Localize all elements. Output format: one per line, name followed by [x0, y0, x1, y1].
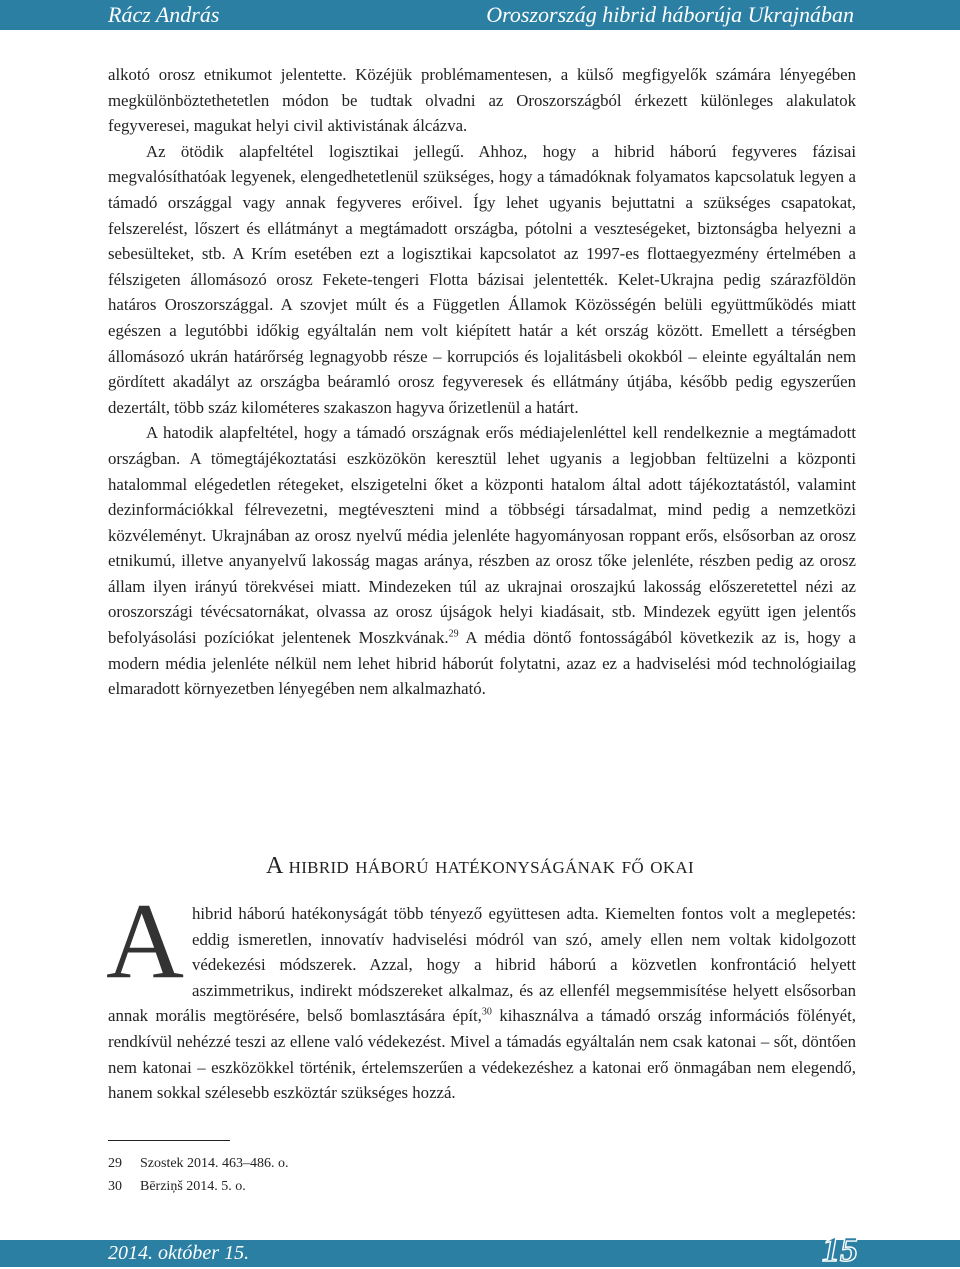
header-title: Oroszország hibrid háborúja Ukrajnában	[486, 2, 854, 27]
main-text	[108, 62, 856, 702]
paragraph-1: alkotó orosz etnikumot jelentette. Közéjük problémamentesen, a külső megfigyelők számára lényegében megkülönböztethetetlen módon be tudtak olvadni az Oroszországból érkezett különleges alakulatok fegyveresei, magukat helyi civil aktivistának álcázva.	[108, 65, 856, 136]
footnote-ref-30[interactable]: 30	[481, 1006, 492, 1018]
paragraph-3	[108, 420, 856, 702]
footnote-text: Szostek 2014. 463–486. o.	[140, 1156, 289, 1171]
footnotes	[108, 1152, 289, 1198]
section-text	[106, 882, 856, 1106]
footnote-divider	[108, 1140, 230, 1141]
section-paragraph: hibrid háború hatékonyságát több tényező együttesen adta. Kiemelten fontos volt a meglepetés: eddig ismeretlen, innovatív hadviselési módról van szó, amely ellen nem voltak kidolgozott védekezési módszerek. Azzal, hogy a hibrid háború a közvetlen konfrontáció helyett aszimmetrikus, indirekt módszereket alkalmaz, és az ellenfél megsemmisítése helyett elsősorban annak morális megtörésére, belső bomlasztására épít,	[108, 904, 856, 1026]
paragraph-3-text-cont: A média döntő fontosságából következik az is, hogy a modern média jelenléte nélkül nem lehet hibrid háborút folytatni, azaz ez a hadviselési mód technológiailag elmaradott környezetben lényegében nem alkalmazható.	[108, 628, 856, 699]
footer-date: 2014. október 15.	[108, 1242, 250, 1264]
section-paragraph-cont: kihasználva a támadó ország információs fölényét, rendkívül nehézzé teszi az ellene való védekezést. Mivel a támadás egyáltalán nem csak katonai – sőt, döntően nem katonai – eszközökkel történik, értelemszerűen a védekezéshez a katonai erő önmagában nem elegendő, hanem sokkal szélesebb eszköztár szükséges hozzá.	[108, 1006, 856, 1103]
page-header	[0, 0, 960, 30]
footnote-number: 30	[108, 1179, 122, 1194]
footnote-text: Bērziņš 2014. 5. o.	[140, 1179, 246, 1194]
paragraph-3-text: A hatodik alapfeltétel, hogy a támadó országnak erős médiajelenléttel kell rendelkeznie a megtámadott országban. A tömegtájékoztatási eszközökön keresztül lehet ugyanis a legjobban feltüzelni a központi hatalommal elégedetlen rétegeket, elszigetelni őket a központi hatalom által adott tájékoztatástól, valamint dezinformációkkal félrevezetni, megtéveszteni mind a többségi társadalmat, mind pedig a nemzetközi közvéleményt. Ukrajnában az orosz nyelvű média jelenléte hagyományosan roppant erős, elsősorban az orosz etnikumú, illetve anyanyelvű lakosság magas aránya, részben az orosz tőke jelenléte, részben pedig az orosz állam ilyen irányú törekvései miatt. Mindezeken túl az ukrajnai oroszajkú lakosság előszeretettel nézi az oroszországi tévécsatornákat, olvassa az orosz újságok helyi kiadásait, stb. Mindezek együtt igen jelentős befolyásolási pozíciókat jelentenek Moszkvának.	[108, 423, 856, 648]
paragraph-2: Az ötödik alapfeltétel logisztikai jellegű. Ahhoz, hogy a hibrid háború fegyveres fázisai megvalósíthatóak legyenek, elengedhetetlenül szükséges, hogy a támadóknak folyamatos kapcsolatuk legyen a támadó országgal vagy annak fegyveres erőivel. Így lehet ugyanis bejuttatni a szükséges csapatokat, felszerelést, lőszert és ellátmányt a megtámadott országba, pótolni a veszteségeket, biztonságba helyezni a sebesülteket, stb. A Krím esetében ezt a logisztikai kapcsolatot az 1997-es flottaegyezmény értelmében a félszigeten állomásozó orosz Fekete-tengeri Flotta bázisai jelentették. Kelet-Ukrajna pedig szárazföldön határos Oroszországgal. A szovjet múlt és a Független Államok Közösségén belüli együttműködés miatt egészen a legutóbbi időkig egyáltalán nem volt kiépített határ a két ország között. Emellett a térségben állomásozó ukrán határőrség legnagyobb része – korrupciós és lojalitásbeli okokból – eleinte egyáltalán nem gördített akadályt az országba beáramló orosz fegyveresek és ellátmány útjába, később pedig egyszerűen dezertált, több száz kilométeres szakaszon hagyva őrizetlenül a határt.	[108, 141, 856, 417]
page-number: 15	[822, 1229, 858, 1269]
drop-cap: A	[106, 882, 184, 1001]
footnote-number: 29	[108, 1156, 122, 1171]
header-author: Rácz András	[108, 2, 220, 27]
section-heading: A hibrid háború hatékonyságának fő okai	[266, 853, 694, 879]
footnote-item	[108, 1175, 289, 1198]
footnote-item	[108, 1152, 289, 1175]
footnote-ref-29[interactable]: 29	[448, 628, 459, 640]
page-footer	[0, 1229, 960, 1269]
